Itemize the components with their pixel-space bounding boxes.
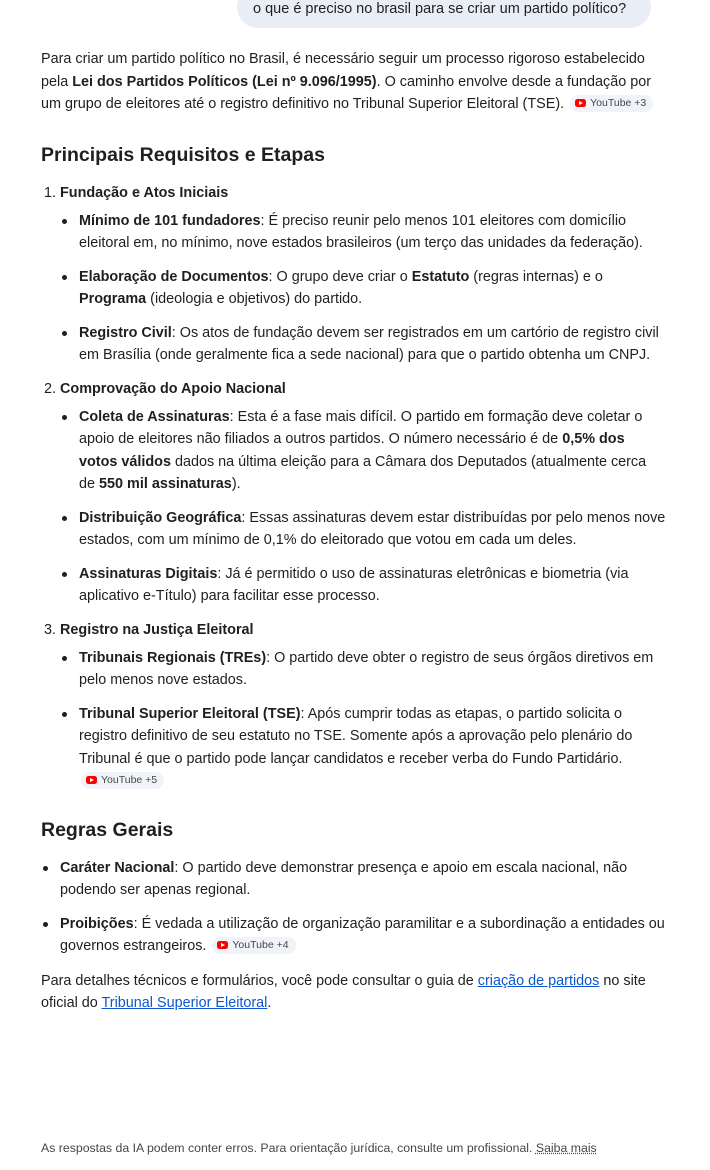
section-heading: Principais Requisitos e Etapas: [41, 143, 325, 166]
ai-disclaimer: [41, 1141, 597, 1155]
section-heading: Regras Gerais: [41, 818, 174, 841]
bullet-text: : Após cumprir todas as etapas, o partido solicita o registro definitivo de seu estatuto no TSE. Somente após a aprovação pelo plenário do Tribunal é que o partido pode lançar candidatos e receber verba do Fundo Partidário.: [79, 705, 633, 767]
bullet-text: (ideologia e objetivos) do partido.: [146, 291, 363, 307]
source-chip[interactable]: [570, 95, 653, 112]
intro-paragraph: [41, 48, 666, 116]
source-chip-label: YouTube +5: [101, 773, 158, 786]
bullet-bold: Mínimo de 101 fundadores: [79, 212, 261, 229]
source-chip[interactable]: [81, 772, 164, 789]
bullet-text: : É preciso reunir pelo menos 101 eleitores com domicílio eleitoral em, no mínimo, nove estados brasileiros (um terço das unidades da federação).: [79, 212, 643, 251]
bullet-bold: Programa: [79, 291, 147, 307]
bullet-bold: Coleta de Assinaturas: [79, 408, 230, 425]
step-title: [41, 182, 666, 204]
bullet-bold: Tribunal Superior Eleitoral (TSE): [79, 705, 301, 722]
bullet-text: : Os atos de fundação devem ser registrados em um cartório de registro civil em Brasília (onde geralmente fica a sede nacional) para que o partido obtenha um CNPJ.: [79, 324, 659, 363]
bullet-item: [41, 266, 666, 311]
footer-text: .: [267, 995, 272, 1011]
link-tse[interactable]: Tribunal Superior Eleitoral: [101, 995, 268, 1011]
bullet-text: : O partido deve obter o registro de seus órgãos diretivos em pelo menos nove estados.: [79, 649, 654, 688]
youtube-icon: [217, 941, 228, 949]
bullet-bold: Estatuto: [411, 268, 470, 285]
intro-text: Para criar um partido político no Brasil, é necessário seguir um processo rigoroso estabelecido pela: [41, 51, 645, 90]
bullet-list: [41, 406, 666, 608]
bullet-list: [41, 210, 666, 367]
rule-bold: Caráter Nacional: [60, 859, 175, 876]
ai-response: [41, 48, 666, 1015]
rules-list: [41, 857, 666, 958]
disclaimer-text: As respostas da IA podem conter erros. Para orientação jurídica, consulte um profissional.: [41, 1141, 536, 1155]
bullet-item: [41, 210, 666, 255]
learn-more-link[interactable]: Saiba mais: [535, 1141, 597, 1155]
bullet-bold: Elaboração de Documentos: [79, 268, 269, 285]
step-number: 1.: [44, 184, 57, 201]
step-title-text: Fundação e Atos Iniciais: [60, 184, 229, 201]
bullet-text: (regras internas) e o: [469, 268, 603, 285]
footer-paragraph: [41, 970, 666, 1015]
rule-bold: Proibições: [60, 915, 134, 932]
bullet-text: : Esta é a fase mais difícil. O partido em formação deve coletar o apoio de eleitores não filiados a outros partidos. O número necessário é de: [79, 408, 643, 447]
bullet-item: [41, 703, 666, 793]
step-item: [41, 182, 666, 367]
step-item: [41, 378, 666, 608]
step-title: [41, 378, 666, 400]
steps-list: [41, 182, 666, 793]
source-chip[interactable]: [212, 937, 295, 954]
bullet-text: dados na última eleição para a Câmara dos Deputados (atualmente cerca de: [79, 453, 647, 492]
bullet-item: [41, 647, 666, 692]
youtube-icon: [86, 776, 97, 784]
user-message-text: o que é preciso no brasil para se criar um partido político?: [253, 1, 627, 17]
bullet-list: [41, 647, 666, 793]
link-criacao-partidos[interactable]: criação de partidos: [477, 972, 600, 989]
bullet-item: [41, 563, 666, 608]
intro-text-2: . O caminho envolve desde a fundação por um grupo de eleitores até o registro definitivo no Tribunal Superior Eleitoral (TSE).: [41, 73, 651, 112]
footer-text: no site oficial do: [41, 972, 646, 1011]
step-title: [41, 619, 666, 641]
youtube-icon: [575, 99, 586, 107]
bullet-text: : O grupo deve criar o: [268, 268, 412, 285]
bullet-bold: 550 mil assinaturas: [99, 476, 232, 492]
bullet-bold: 0,5% dos votos válidos: [79, 431, 625, 470]
step-item: [41, 619, 666, 793]
bullet-text: ).: [231, 476, 241, 492]
bullet-bold: Distribuição Geográfica: [79, 509, 242, 526]
rule-item: [41, 913, 666, 958]
step-number: 2.: [44, 380, 57, 397]
bullet-item: [41, 322, 666, 367]
bullet-item: [41, 507, 666, 552]
footer-text: Para detalhes técnicos e formulários, você pode consultar o guia de: [41, 972, 478, 989]
bullet-bold: Tribunais Regionais (TREs): [79, 649, 267, 666]
bullet-bold: Assinaturas Digitais: [79, 565, 218, 582]
source-chip-label: YouTube +3: [590, 96, 647, 109]
user-message-bubble: [237, 0, 651, 28]
rule-item: [41, 857, 666, 902]
bullet-text: : Essas assinaturas devem estar distribuídas por pelo menos nove estados, com um mínimo de 0,1% do eleitorado que votou em cada um deles.: [79, 509, 666, 548]
step-title-text: Registro na Justiça Eleitoral: [60, 621, 254, 638]
step-number: 3.: [44, 621, 57, 638]
rule-text: : O partido deve demonstrar presença e apoio em escala nacional, não podendo ser apenas regional.: [60, 859, 628, 898]
law-name: Lei dos Partidos Políticos (Lei nº 9.096/1995): [72, 73, 377, 90]
step-title-text: Comprovação do Apoio Nacional: [60, 380, 286, 397]
bullet-text: : Já é permitido o uso de assinaturas eletrônicas e biometria (via aplicativo e-Título) para facilitar esse processo.: [79, 565, 629, 604]
bullet-item: [41, 406, 666, 496]
source-chip-label: YouTube +4: [232, 938, 289, 951]
rule-text: : É vedada a utilização de organização paramilitar e a subordinação a entidades ou governos estrangeiros.: [60, 915, 665, 954]
bullet-bold: Registro Civil: [79, 324, 172, 341]
